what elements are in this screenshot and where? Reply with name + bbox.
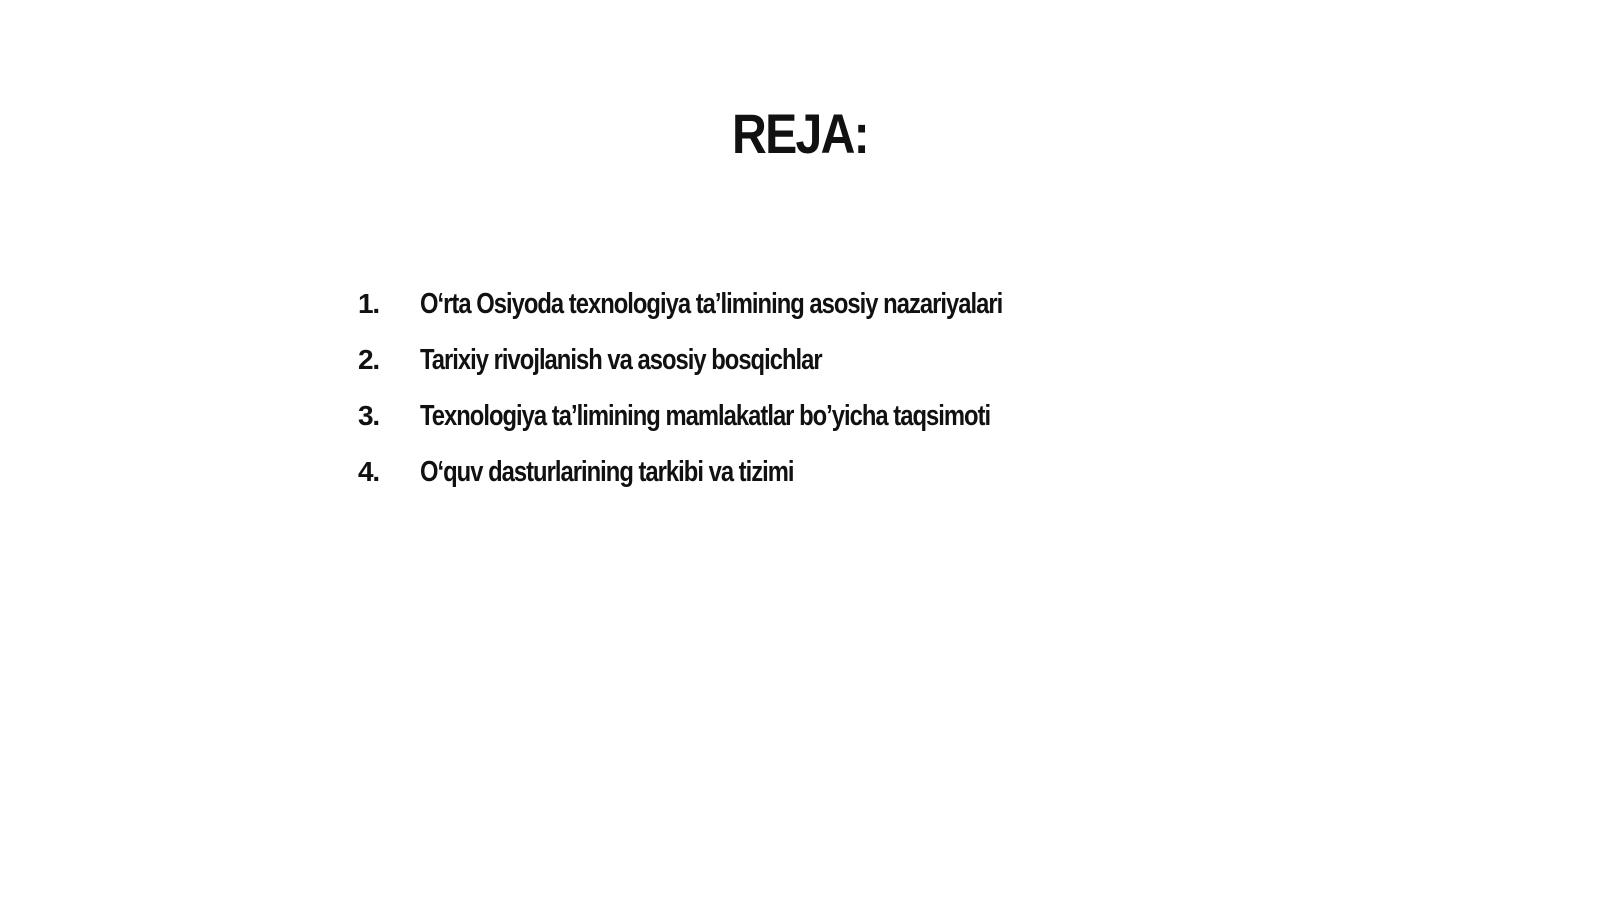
plan-item-text: O‘rta Osiyoda texnologiya ta’limining asosiy nazariyalari xyxy=(420,288,1003,320)
plan-item-text: Texnologiya ta’limining mamlakatlar bo’yicha taqsimoti xyxy=(420,400,991,432)
plan-item-number: 4. xyxy=(358,456,379,487)
plan-item-number: 2. xyxy=(358,344,379,375)
plan-list xyxy=(358,288,1130,512)
plan-item-number: 3. xyxy=(358,400,379,431)
plan-item xyxy=(358,400,1130,456)
plan-item xyxy=(358,456,1130,512)
plan-item-text: O‘quv dasturlarining tarkibi va tizimi xyxy=(420,456,794,488)
plan-item xyxy=(358,288,1130,344)
plan-item xyxy=(358,344,1130,400)
slide-title: REJA: xyxy=(732,102,868,165)
plan-item-number: 1. xyxy=(358,288,379,319)
plan-item-text: Tarixiy rivojlanish va asosiy bosqichlar xyxy=(420,344,822,376)
